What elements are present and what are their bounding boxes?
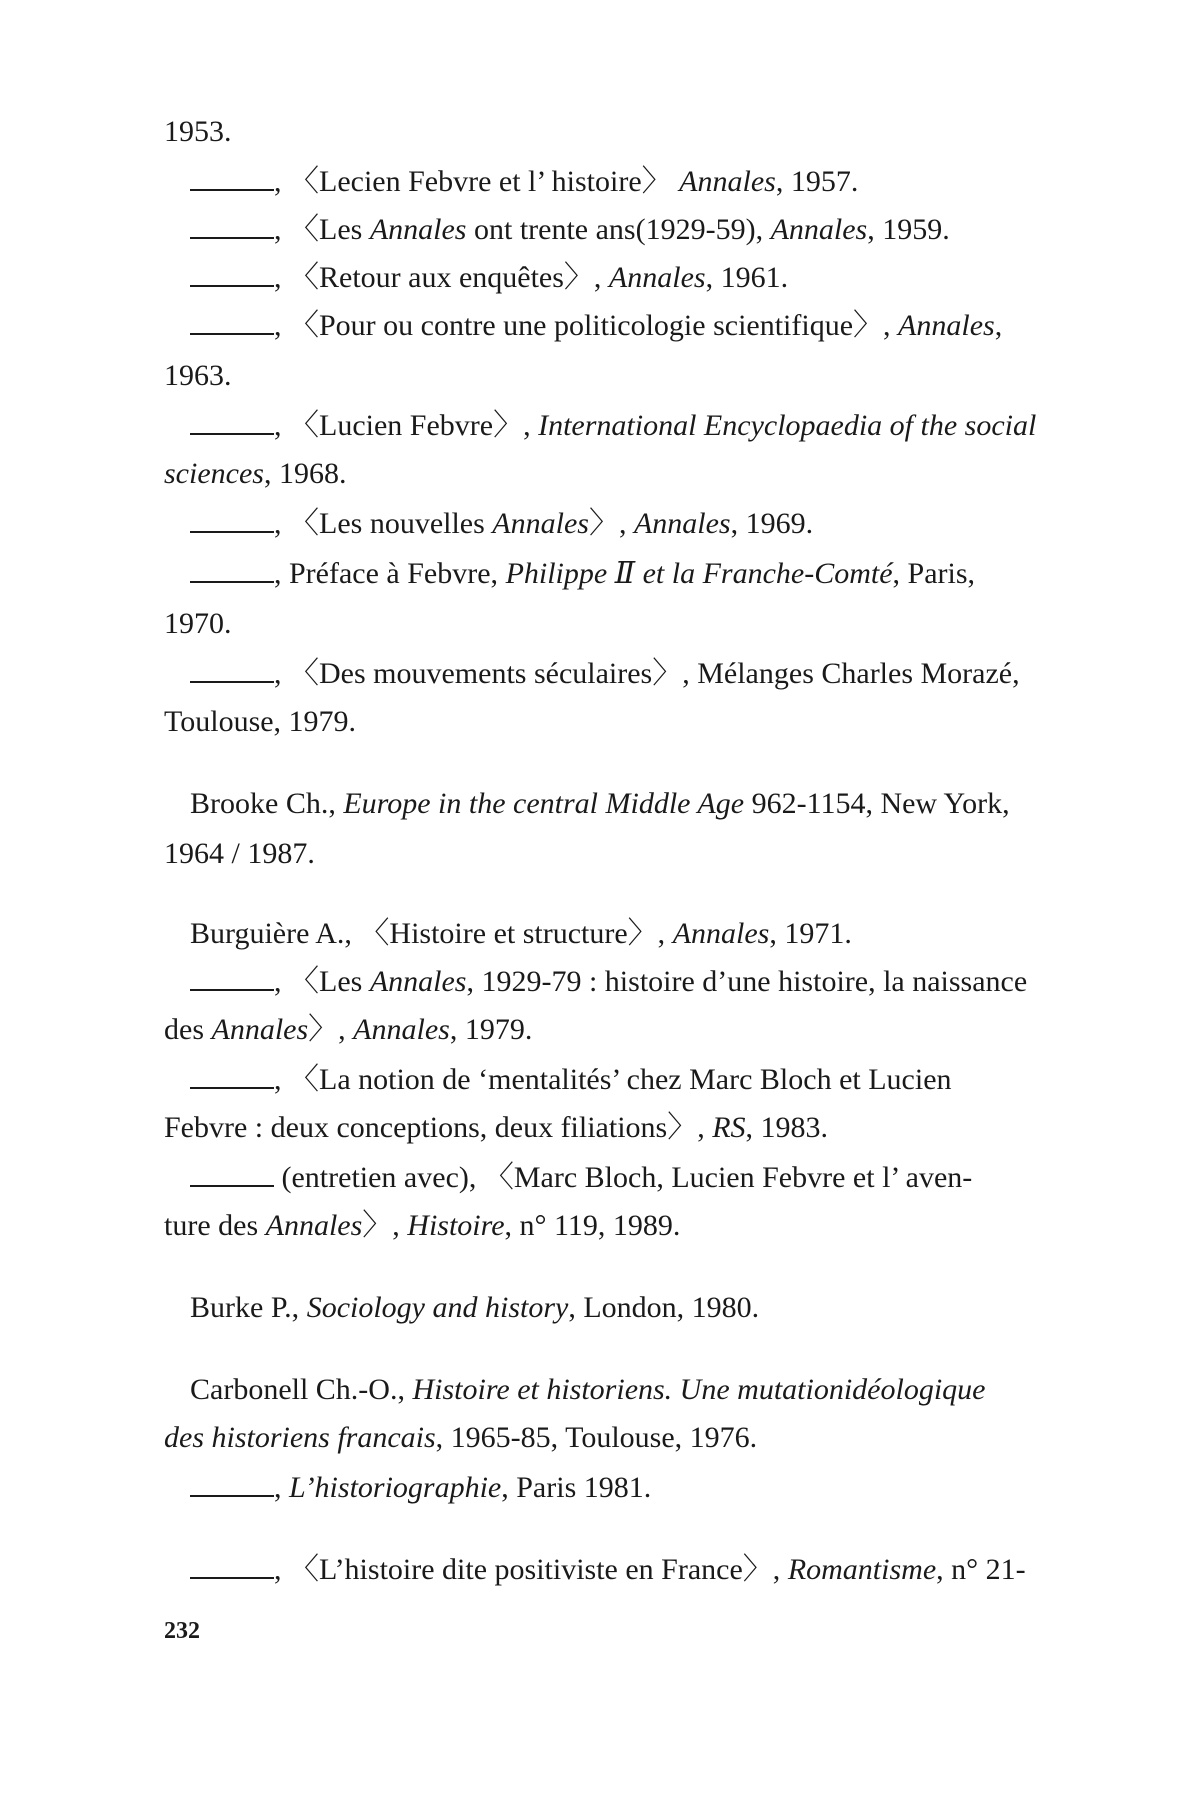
bibliography-line (190, 1370, 1016, 1410)
text-run: , 1968. (263, 457, 347, 490)
text-run: , (274, 1471, 289, 1504)
bibliography-line (164, 454, 1016, 494)
text-run: , 1929-79 : histoire d’une histoire, la naissance (466, 965, 1028, 998)
italic-text: Annales (492, 507, 589, 540)
line-text (190, 1288, 1016, 1328)
bibliography-line (190, 406, 1037, 446)
text-run: , 1969. (730, 507, 814, 540)
text-run: 1970. (164, 607, 232, 640)
text-run: , 〈Lucien Febvre〉, (274, 409, 539, 442)
line-text (190, 406, 1037, 446)
text-run: 〉, (362, 1209, 408, 1242)
text-run: Burke P., (190, 1291, 307, 1324)
ditto-dash (190, 657, 274, 683)
bibliography-line (164, 604, 1016, 644)
bibliography-line (164, 1418, 1016, 1458)
line-text (190, 784, 1016, 824)
bibliography-line (190, 162, 1016, 202)
text-run: (entretien avec), 〈Marc Bloch, Lucien Febvre et l’ aven- (274, 1161, 973, 1194)
bibliography-line (190, 504, 1016, 544)
ditto-dash (190, 1063, 274, 1089)
text-run: Carbonell Ch.-O., (190, 1373, 413, 1406)
text-run: , 1983. (745, 1111, 829, 1144)
text-run: Brooke Ch., (190, 787, 344, 820)
line-text (190, 210, 1016, 250)
ditto-dash (190, 309, 274, 335)
line-text (190, 258, 1016, 298)
text-run: , 1971. (769, 917, 852, 950)
line-text (190, 306, 1016, 346)
ditto-dash (190, 1471, 274, 1497)
italic-text: Annales (353, 1013, 450, 1046)
line-text (164, 454, 1016, 494)
text-run: , (994, 309, 1003, 342)
line-text (164, 356, 1016, 396)
bibliography-line (164, 1108, 1016, 1148)
line-text (164, 702, 1016, 742)
bibliography-line (190, 1060, 1016, 1100)
bibliography-line (164, 1010, 1016, 1050)
line-text (190, 1158, 1016, 1198)
italic-text: Annales (633, 507, 731, 540)
ditto-dash (190, 1553, 274, 1579)
italic-text: Annales (265, 1209, 363, 1242)
text-run: , 〈Lecien Febvre et l’ histoire〉 (274, 165, 680, 198)
italic-text: Histoire et historiens. Une mutationidéologique (412, 1373, 986, 1406)
text-run: , 〈Les (274, 965, 370, 998)
line-text (164, 1108, 1016, 1148)
italic-text: RS (712, 1111, 746, 1144)
bibliography-line (190, 784, 1016, 824)
ditto-dash (190, 965, 274, 991)
page-number: 232 (164, 1618, 200, 1644)
bibliography-line (190, 1288, 1016, 1328)
bibliography-line (164, 702, 1016, 742)
ditto-dash (190, 165, 274, 191)
line-text (164, 1418, 1016, 1458)
bibliography-line (190, 1468, 1016, 1508)
italic-text: Annales (898, 309, 995, 342)
text-run: , n° 119, 1989. (504, 1209, 681, 1242)
bibliography-line (190, 1550, 1026, 1590)
italic-text: International Encyclopaedia of the social (538, 409, 1037, 442)
text-run: 1964 / 1987. (164, 837, 315, 870)
italic-text: Annales (369, 965, 467, 998)
italic-text: des historiens francais (164, 1421, 436, 1454)
bibliography-line (164, 112, 1016, 152)
text-run: , London, 1980. (568, 1291, 760, 1324)
text-run: 〉, (308, 1013, 354, 1046)
text-run: , 〈La notion de ‘mentalités’ chez Marc Bloch et Lucien (274, 1063, 952, 1096)
text-run: 1963. (164, 359, 232, 392)
italic-text: Annales (770, 213, 868, 246)
bibliography-line (190, 962, 1028, 1002)
line-text (190, 654, 1020, 694)
text-run: , 1965-85, Toulouse, 1976. (435, 1421, 758, 1454)
text-run: 1953. (164, 115, 232, 148)
italic-text: Europe in the central Middle Age (343, 787, 745, 820)
line-text (190, 1060, 1016, 1100)
line-text (190, 1550, 1026, 1590)
text-run: , 〈L’histoire dite positiviste en France〉, (274, 1553, 788, 1586)
text-run: , 〈Pour ou contre une politicologie scientifique〉, (274, 309, 899, 342)
line-text (190, 162, 1016, 202)
bibliography-line (190, 1158, 1016, 1198)
line-text (164, 834, 1016, 874)
text-run: , 〈Les (274, 213, 370, 246)
text-run: , 1957. (775, 165, 859, 198)
text-run: des (164, 1013, 212, 1046)
ditto-dash (190, 409, 274, 435)
line-text (190, 1370, 1016, 1410)
text-run: , 〈Les nouvelles (274, 507, 493, 540)
text-run: , Paris, (892, 557, 976, 590)
bibliography-line (190, 306, 1016, 346)
italic-text: Annales (211, 1013, 309, 1046)
italic-text: Philippe Ⅱ et la Franche-Comté (505, 557, 893, 590)
italic-text: sciences (164, 457, 264, 490)
text-run: , 〈Des mouvements séculaires〉, Mélanges Charles Morazé, (274, 657, 1020, 690)
text-run: Toulouse, 1979. (164, 705, 357, 738)
italic-text: L’historiographie (289, 1471, 502, 1504)
italic-text: Annales (679, 165, 776, 198)
bibliography-line (190, 914, 1016, 954)
text-run: , Paris 1981. (501, 1471, 652, 1504)
text-run: 〉, (588, 507, 634, 540)
italic-text: Annales (672, 917, 770, 950)
line-text (164, 112, 1016, 152)
text-run: ont trente ans(1929-59), (466, 213, 771, 246)
text-run: , 1959. (867, 213, 950, 246)
bibliography-line (164, 1206, 1016, 1246)
italic-text: Sociology and history (306, 1291, 569, 1324)
bibliography-line (190, 210, 1016, 250)
text-run: , 1961. (705, 261, 789, 294)
line-text (190, 914, 1016, 954)
line-text (190, 1468, 1016, 1508)
ditto-dash (190, 1161, 274, 1187)
text-run: , n° 21- (936, 1553, 1026, 1586)
bibliography-line (190, 554, 1016, 594)
italic-text: Histoire (407, 1209, 505, 1242)
line-text (190, 554, 1016, 594)
text-run: Burguière A., 〈Histoire et structure〉, (190, 917, 673, 950)
bibliography-line (190, 258, 1016, 298)
line-text (190, 962, 1028, 1002)
italic-text: Annales (608, 261, 706, 294)
text-run: ture des (164, 1209, 266, 1242)
line-text (190, 504, 1016, 544)
italic-text: Romantisme (787, 1553, 937, 1586)
line-text (164, 1010, 1016, 1050)
bibliography-line (164, 356, 1016, 396)
ditto-dash (190, 261, 274, 287)
text-run: Febvre : deux conceptions, deux filiations〉, (164, 1111, 713, 1144)
line-text (164, 1206, 1016, 1246)
ditto-dash (190, 557, 274, 583)
line-text (164, 604, 1016, 644)
italic-text: Annales (369, 213, 467, 246)
text-run: , Préface à Febvre, (274, 557, 506, 590)
bibliography-line (190, 654, 1020, 694)
ditto-dash (190, 213, 274, 239)
text-run: 962-1154, New York, (744, 787, 1010, 820)
text-run: , 〈Retour aux enquêtes〉, (274, 261, 609, 294)
bibliography-line (164, 834, 1016, 874)
ditto-dash (190, 507, 274, 533)
text-run: , 1979. (449, 1013, 533, 1046)
